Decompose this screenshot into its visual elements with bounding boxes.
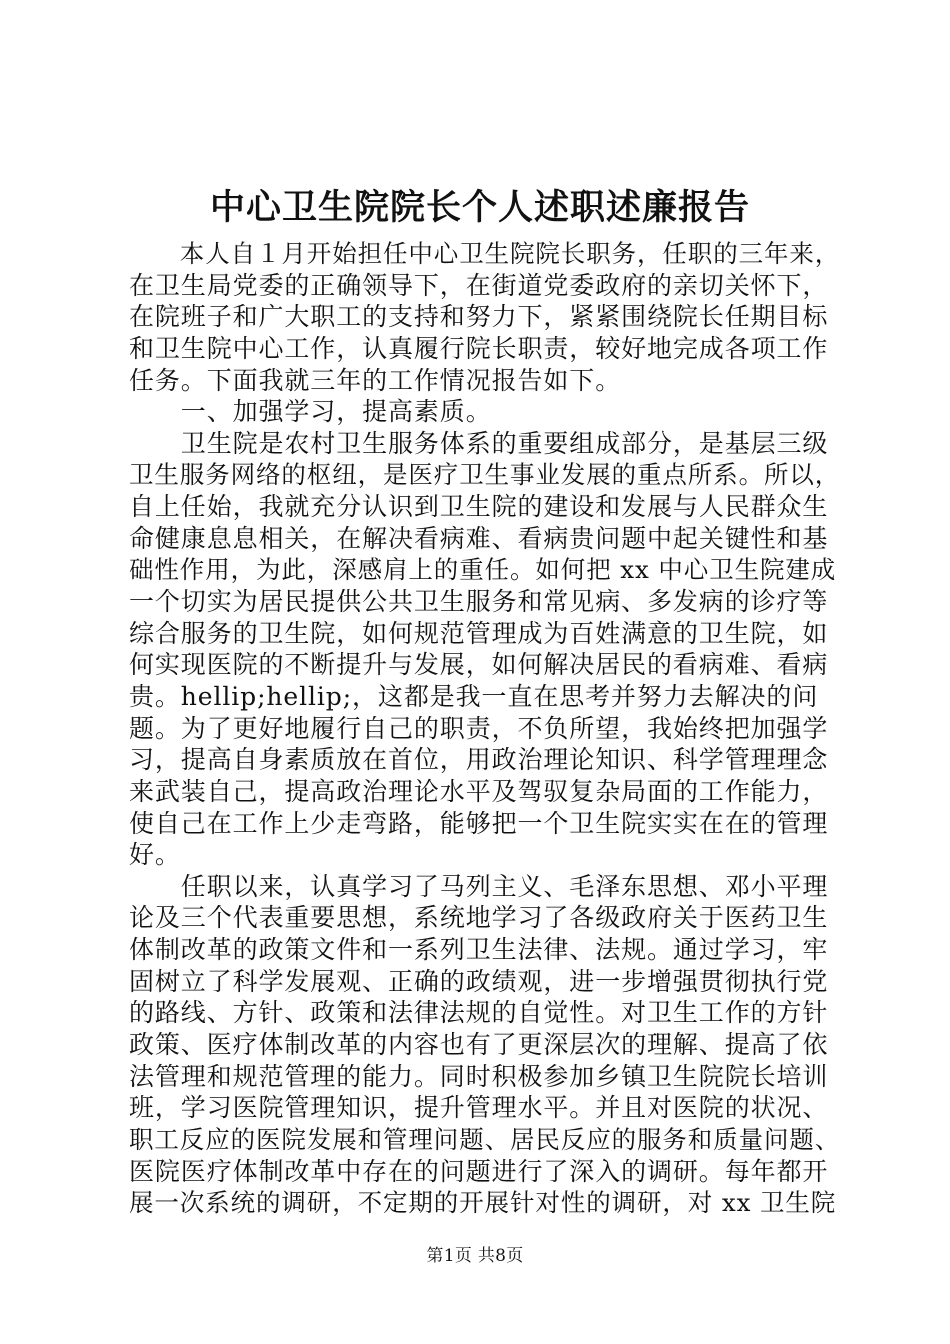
body-line: 的路线、方针、政策和法律法规的自觉性。对卫生工作的方针 [129, 998, 829, 1028]
body-line: 班，学习医院管理知识，提升管理水平。并且对医院的状况、 [129, 1093, 829, 1123]
body-line: 使自己在工作上少走弯路，能够把一个卫生院实实在在的管理 [129, 808, 829, 838]
body-line: 职工反应的医院发展和管理问题、居民反应的服务和质量问题、 [129, 1124, 841, 1154]
document-title: 中心卫生院院长个人述职述廉报告 [209, 187, 750, 228]
body-line: 论及三个代表重要思想，系统地学习了各级政府关于医药卫生 [129, 903, 829, 933]
page-footer: 第1页 共8页 [426, 1246, 524, 1266]
body-line: 任职以来，认真学习了马列主义、毛泽东思想、邓小平理 [129, 871, 829, 901]
body-line: 好。 [129, 840, 181, 870]
body-line: 卫生院是农村卫生服务体系的重要组成部分，是基层三级 [129, 428, 829, 458]
body-line: 命健康息息相关，在解决看病难、看病贵问题中起关键性和基 [129, 523, 829, 553]
section-heading: 一、加强学习，提高素质。 [129, 397, 492, 427]
body-line: 础性作用，为此，深感肩上的重任。如何把 xx 中心卫生院建成 [129, 555, 837, 585]
body-line: 何实现医院的不断提升与发展，如何解决居民的看病难、看病 [129, 650, 829, 680]
body-line: 体制改革的政策文件和一系列卫生法律、法规。通过学习，牢 [129, 935, 829, 965]
body-line: 和卫生院中心工作，认真履行院长职责，较好地完成各项工作 [129, 333, 829, 363]
body-line: 法管理和规范管理的能力。同时积极参加乡镇卫生院院长培训 [129, 1061, 829, 1091]
body-line: 在卫生局党委的正确领导下，在街道党委政府的亲切关怀下， [129, 270, 829, 300]
body-line: 固树立了科学发展观、正确的政绩观，进一步增强贯彻执行党 [129, 966, 829, 996]
body-line: 展一次系统的调研，不定期的开展针对性的调研，对 xx 卫生院 [129, 1188, 837, 1218]
body-line: 综合服务的卫生院，如何规范管理成为百姓满意的卫生院，如 [129, 618, 829, 648]
body-line: 政策、医疗体制改革的内容也有了更深层次的理解、提高了依 [129, 1030, 829, 1060]
document-body [129, 238, 841, 1219]
body-line: 题。为了更好地履行自己的职责，不负所望，我始终把加强学 [129, 713, 829, 743]
body-line: 自上任始，我就充分认识到卫生院的建设和发展与人民群众生 [129, 492, 829, 522]
body-line: 在院班子和广大职工的支持和努力下，紧紧围绕院长任期目标 [129, 302, 829, 332]
body-line: 卫生服务网络的枢纽，是医疗卫生事业发展的重点所系。所以， [129, 460, 841, 490]
body-line: 一个切实为居民提供公共卫生服务和常见病、多发病的诊疗等 [129, 587, 829, 617]
body-line: 本人自１月开始担任中心卫生院院长职务，任职的三年来， [129, 239, 841, 268]
body-line: 来武装自己，提高政治理论水平及驾驭复杂局面的工作能力， [129, 776, 829, 806]
body-line: 贵。hellip;hellip;，这都是我一直在思考并努力去解决的问 [129, 681, 819, 711]
body-line: 任务。下面我就三年的工作情况报告如下。 [129, 365, 622, 395]
body-line: 习，提高自身素质放在首位，用政治理论知识、科学管理理念 [129, 745, 829, 775]
body-line: 医院医疗体制改革中存在的问题进行了深入的调研。每年都开 [129, 1156, 829, 1186]
